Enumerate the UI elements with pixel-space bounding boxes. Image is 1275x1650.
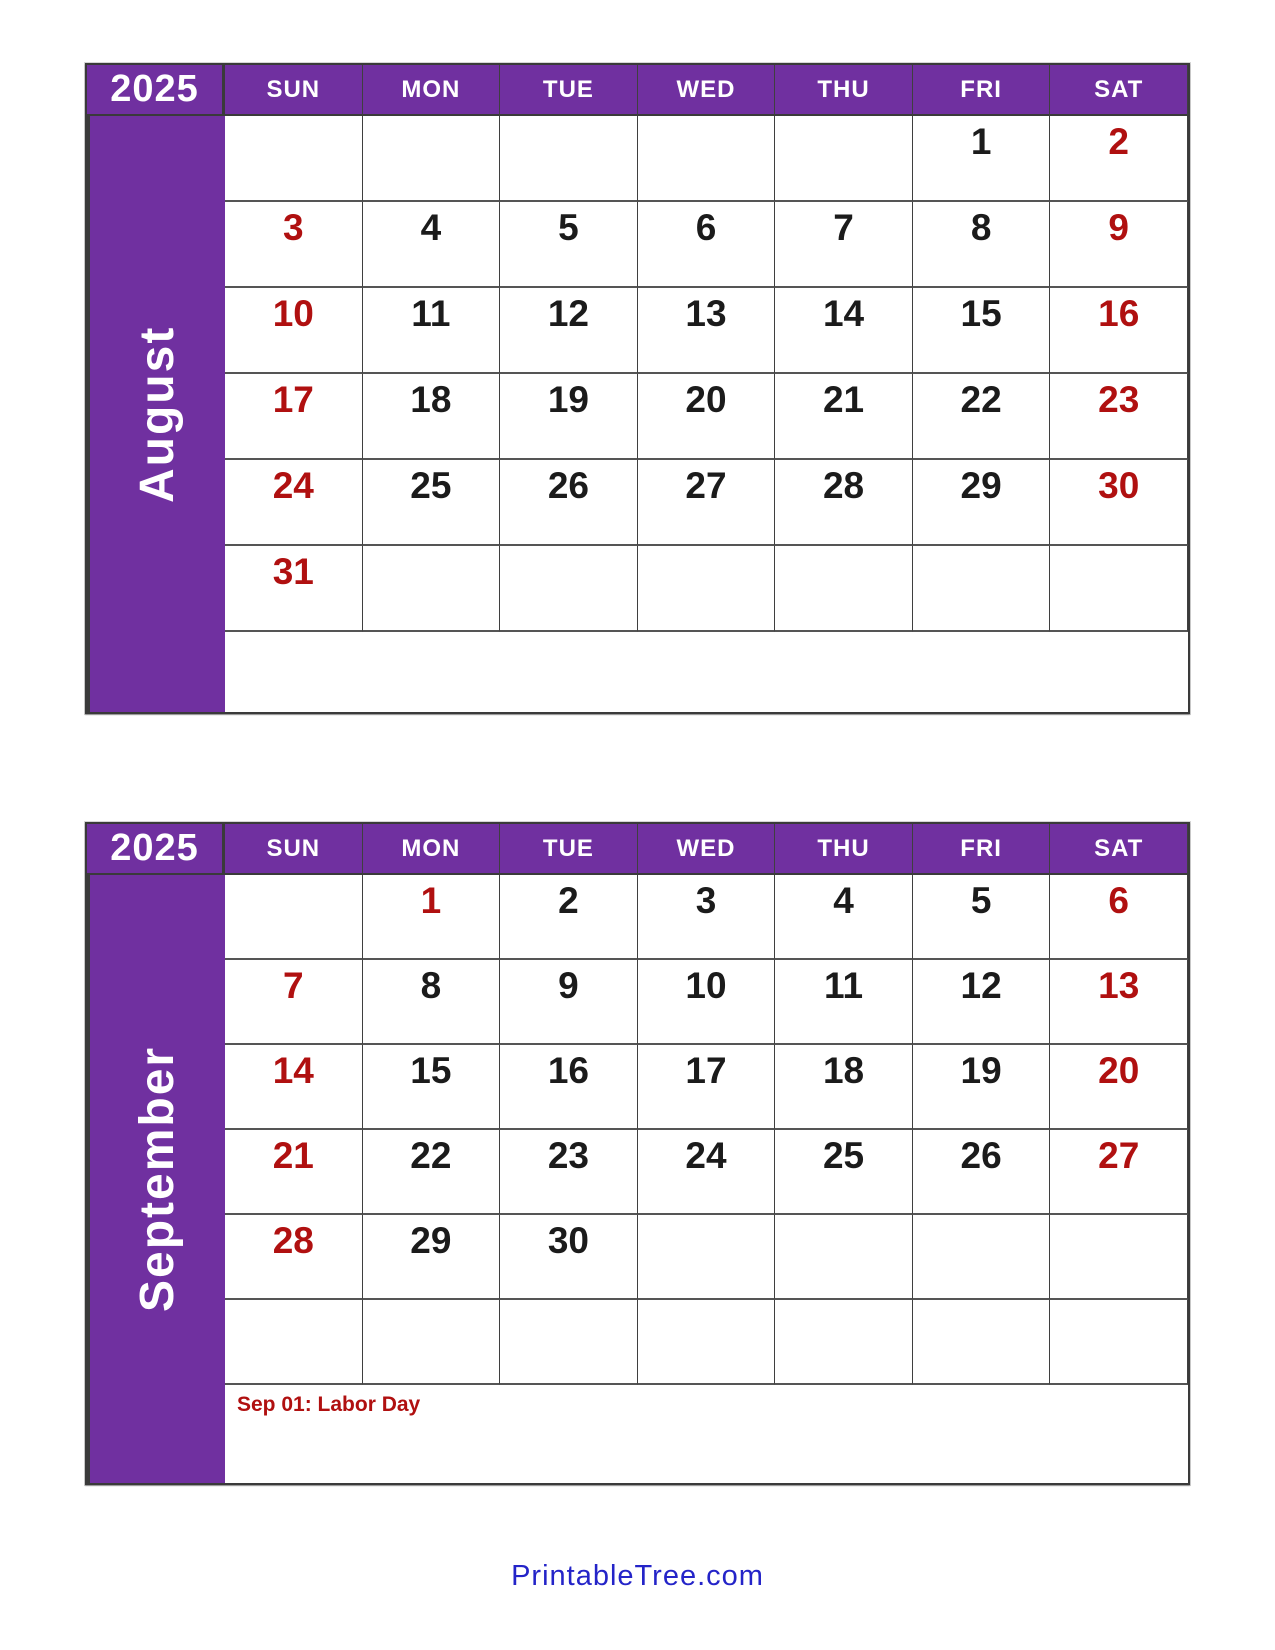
day-cell: 26 <box>913 1130 1051 1215</box>
day-cell: 24 <box>638 1130 776 1215</box>
day-cell: 4 <box>363 202 501 288</box>
day-cell: 5 <box>500 202 638 288</box>
day-cell: 3 <box>638 875 776 960</box>
day-cell: 30 <box>500 1215 638 1300</box>
day-cell <box>363 546 501 632</box>
month-label: September <box>87 875 225 1483</box>
weekday-header-thu: THU <box>775 824 913 875</box>
calendar-august <box>85 63 1190 714</box>
day-cell: 6 <box>1050 875 1188 960</box>
day-cell: 1 <box>913 116 1051 202</box>
day-cell: 8 <box>913 202 1051 288</box>
year-label: 2025 <box>87 824 225 875</box>
day-cell: 15 <box>913 288 1051 374</box>
day-cell: 18 <box>775 1045 913 1130</box>
day-cell: 29 <box>363 1215 501 1300</box>
day-cell <box>638 1215 776 1300</box>
day-cell: 22 <box>913 374 1051 460</box>
day-cell: 9 <box>1050 202 1188 288</box>
day-cell: 15 <box>363 1045 501 1130</box>
day-cell: 23 <box>1050 374 1188 460</box>
day-cell: 17 <box>225 374 363 460</box>
day-cell <box>1050 1300 1188 1385</box>
footer <box>0 1560 1275 1593</box>
day-cell <box>775 1300 913 1385</box>
day-cell <box>638 116 776 202</box>
day-cell: 27 <box>638 460 776 546</box>
day-cell: 3 <box>225 202 363 288</box>
weekday-header-sat: SAT <box>1050 824 1188 875</box>
day-cell: 24 <box>225 460 363 546</box>
day-cell: 25 <box>775 1130 913 1215</box>
day-cell <box>363 116 501 202</box>
day-cell: 21 <box>225 1130 363 1215</box>
weekday-header-wed: WED <box>638 824 776 875</box>
day-cell: 12 <box>500 288 638 374</box>
day-cell: 23 <box>500 1130 638 1215</box>
day-cell <box>500 546 638 632</box>
day-cell: 20 <box>638 374 776 460</box>
day-cell: 18 <box>363 374 501 460</box>
weekday-header-sun: SUN <box>225 65 363 116</box>
weekday-header-tue: TUE <box>500 824 638 875</box>
day-cell: 25 <box>363 460 501 546</box>
day-cell: 28 <box>225 1215 363 1300</box>
day-cell: 13 <box>1050 960 1188 1045</box>
day-cell: 6 <box>638 202 776 288</box>
day-cell: 13 <box>638 288 776 374</box>
day-cell: 8 <box>363 960 501 1045</box>
day-cell <box>638 546 776 632</box>
calendar-september <box>85 822 1190 1485</box>
weekday-header-tue: TUE <box>500 65 638 116</box>
day-cell: 4 <box>775 875 913 960</box>
day-cell: 31 <box>225 546 363 632</box>
day-cell: 10 <box>638 960 776 1045</box>
day-cell: 28 <box>775 460 913 546</box>
day-cell <box>1050 546 1188 632</box>
day-cell <box>500 1300 638 1385</box>
day-cell: 7 <box>775 202 913 288</box>
weekday-header-mon: MON <box>363 65 501 116</box>
day-cell: 16 <box>1050 288 1188 374</box>
day-cell: 30 <box>1050 460 1188 546</box>
footer-link[interactable]: PrintableTree.com <box>511 1560 764 1592</box>
day-cell: 5 <box>913 875 1051 960</box>
day-cell: 27 <box>1050 1130 1188 1215</box>
day-cell: 14 <box>775 288 913 374</box>
day-cell: 7 <box>225 960 363 1045</box>
day-cell <box>913 1215 1051 1300</box>
day-cell: 19 <box>500 374 638 460</box>
day-cell <box>775 1215 913 1300</box>
weekday-header-fri: FRI <box>913 824 1051 875</box>
day-cell: 1 <box>363 875 501 960</box>
day-cell: 14 <box>225 1045 363 1130</box>
day-cell <box>225 1300 363 1385</box>
day-cell: 11 <box>363 288 501 374</box>
day-cell <box>775 546 913 632</box>
year-label: 2025 <box>87 65 225 116</box>
holiday-note: Sep 01: Labor Day <box>225 1385 1188 1483</box>
day-cell: 12 <box>913 960 1051 1045</box>
day-cell: 17 <box>638 1045 776 1130</box>
weekday-header-sun: SUN <box>225 824 363 875</box>
day-cell: 19 <box>913 1045 1051 1130</box>
day-cell <box>775 116 913 202</box>
day-cell: 22 <box>363 1130 501 1215</box>
day-cell: 21 <box>775 374 913 460</box>
holiday-note <box>225 632 1188 712</box>
day-cell <box>363 1300 501 1385</box>
day-cell: 20 <box>1050 1045 1188 1130</box>
day-cell <box>638 1300 776 1385</box>
day-cell: 16 <box>500 1045 638 1130</box>
day-cell <box>225 116 363 202</box>
day-cell: 11 <box>775 960 913 1045</box>
day-cell <box>225 875 363 960</box>
day-cell <box>913 1300 1051 1385</box>
day-cell: 26 <box>500 460 638 546</box>
day-cell: 10 <box>225 288 363 374</box>
weekday-header-mon: MON <box>363 824 501 875</box>
day-cell: 9 <box>500 960 638 1045</box>
day-cell: 29 <box>913 460 1051 546</box>
weekday-header-wed: WED <box>638 65 776 116</box>
month-label: August <box>87 116 225 712</box>
day-cell <box>913 546 1051 632</box>
weekday-header-fri: FRI <box>913 65 1051 116</box>
day-cell: 2 <box>1050 116 1188 202</box>
weekday-header-sat: SAT <box>1050 65 1188 116</box>
day-cell <box>1050 1215 1188 1300</box>
weekday-header-thu: THU <box>775 65 913 116</box>
day-cell <box>500 116 638 202</box>
day-cell: 2 <box>500 875 638 960</box>
